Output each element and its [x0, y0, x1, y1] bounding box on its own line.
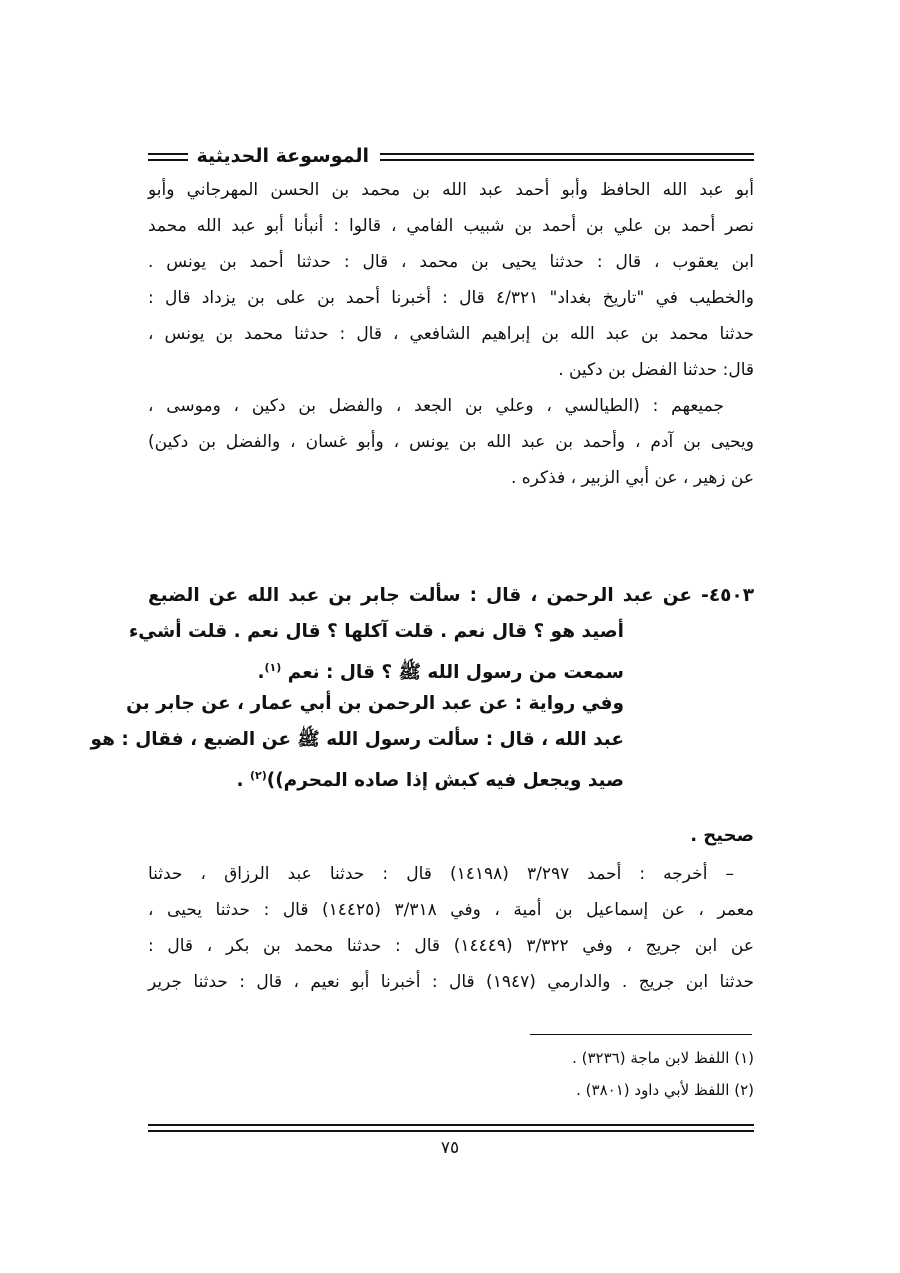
text-line: – أخرجه : أحمد ٣/٢٩٧ (١٤١٩٨) قال : حدثنا عبد الرزاق ، حدثنا — [148, 864, 734, 884]
hadith-line-text: أصيد هو ؟ قال نعم . قلت آكلها ؟ قال نعم . قلت أشيء — [128, 621, 624, 642]
text-line: عن زهير ، عن أبي الزبير ، فذكره . — [510, 468, 754, 488]
hadith-line — [128, 614, 754, 650]
text-line: والخطيب في "تاريخ بغداد" ٤/٣٢١ قال : أخبرنا أحمد بن على بن يزداد قال : — [148, 288, 754, 308]
hadith-line-text: صيد ويجعل فيه كبش إذا صاده المحرم)) — [266, 770, 624, 792]
hadith-line: عبد الله ، قال : سألت رسول الله ﷺ عن الضبع ، فقال : هو — [90, 729, 624, 750]
paragraph-takhrij — [148, 856, 754, 1000]
hadith-line-text: سمعت من رسول الله ﷺ ؟ قال : نعم — [287, 662, 624, 684]
text-line: قال: حدثنا الفضل بن دكين . — [558, 360, 754, 380]
text-line: ابن يعقوب ، قال : حدثنا يحيى بن محمد ، قال : حدثنا أحمد بن يونس . — [148, 252, 754, 272]
hadith-text — [90, 578, 754, 794]
text-line: ويحيى بن آدم ، وأحمد بن عبد الله بن يونس ، وأبو غسان ، والفضل بن دكين) — [148, 432, 754, 452]
hadith-line — [148, 758, 754, 794]
hadith-line — [148, 650, 754, 686]
header-title: الموسوعة الحديثية — [196, 145, 369, 167]
header-rule-left — [148, 153, 188, 161]
text-line: حدثنا محمد بن عبد الله بن إبراهيم الشافعي ، قال : حدثنا محمد بن يونس ، — [148, 324, 754, 344]
period: . — [257, 662, 265, 684]
footnote-1: (١) اللفظ لابن ماجة (٣٢٣٦) . — [572, 1049, 754, 1067]
text-line: معمر ، عن إسماعيل بن أمية ، وفي ٣/٣١٨ (١٤٤٢٥) قال : حدثنا يحيى ، — [148, 900, 754, 920]
text-line: أبو عبد الله الحافظ وأبو أحمد عبد الله بن محمد بن الحسن المهرجاني وأبو — [148, 180, 754, 200]
running-header — [148, 142, 754, 172]
text-line: عن ابن جريج ، وفي ٣/٣٢٢ (١٤٤٤٩) قال : حدثنا محمد بن بكر ، قال : — [148, 936, 755, 956]
page-number: ٧٥ — [440, 1138, 460, 1158]
footnote-separator — [530, 1034, 752, 1035]
footnote-2: (٢) اللفظ لأبي داود (٣٨٠١) . — [576, 1081, 754, 1099]
text-line: نصر أحمد بن علي بن أحمد بن شبيب الفامي ، قالوا : أنبأنا أبو عبد الله محمد — [148, 216, 754, 236]
hadith-grade: صحيح . — [690, 825, 754, 846]
paragraph-sources-1 — [148, 172, 754, 496]
footnote-ref-2[interactable]: (٢) — [249, 769, 267, 782]
text-line: جميعهم : (الطيالسي ، وعلي بن الجعد ، والفضل بن دكين ، وموسى ، — [148, 396, 724, 416]
header-rule-right — [380, 153, 754, 161]
text-line: حدثنا ابن جريج . والدارمي (١٩٤٧) قال : أخبرنا أبو نعيم ، قال : حدثنا جرير — [148, 972, 755, 992]
footnote-ref-1[interactable]: (١) — [264, 661, 282, 674]
hadith-line: ٤٥٠٣- عن عبد الرحمن ، قال : سألت جابر بن عبد الله عن الضبع — [148, 585, 754, 606]
period: . — [236, 770, 244, 792]
hadith-line: وفي رواية : عن عبد الرحمن بن أبي عمار ، عن جابر بن — [126, 693, 624, 714]
footer-rule — [148, 1124, 754, 1132]
